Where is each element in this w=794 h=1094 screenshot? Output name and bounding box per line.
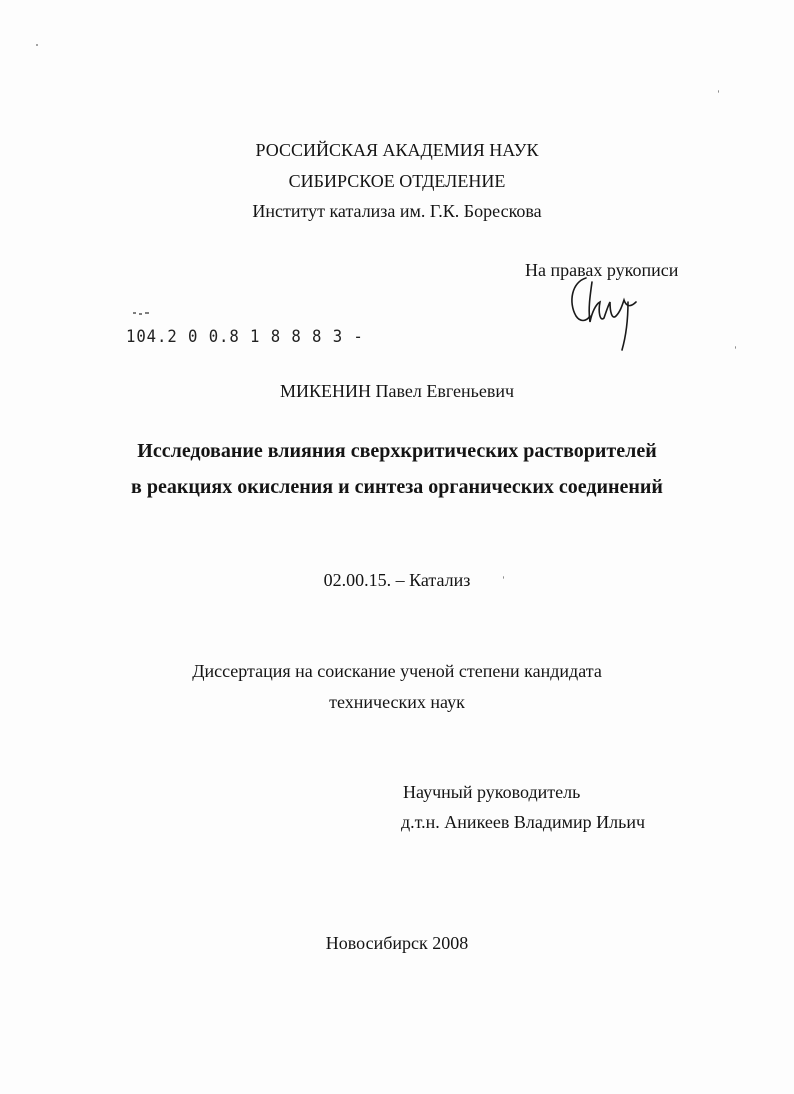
thesis-title-line-1: Исследование влияния сверхкритических растворителей xyxy=(137,440,657,462)
academy-name: РОССИЙСКАЯ АКАДЕМИЯ НАУК xyxy=(255,140,539,160)
thesis-title-line-2: в реакциях окисления и синтеза органических соединений xyxy=(131,476,663,498)
branch-name: СИБИРСКОЕ ОТДЕЛЕНИЕ xyxy=(288,171,506,191)
stamp-mark-icon xyxy=(132,311,150,317)
scan-speck xyxy=(735,346,736,349)
scan-speck xyxy=(503,576,504,579)
manuscript-note: На правах рукописи xyxy=(525,260,679,280)
degree-line-1: Диссертация на соискание ученой степени кандидата xyxy=(192,661,602,681)
place-and-year: Новосибирск 2008 xyxy=(325,933,469,953)
supervisor-name: д.т.н. Аникеев Владимир Ильич xyxy=(401,812,646,832)
supervisor-label: Научный руководитель xyxy=(403,782,581,802)
institute-name: Институт катализа им. Г.К. Борескова xyxy=(252,201,542,221)
scan-speck xyxy=(36,44,38,46)
signature-image xyxy=(566,272,646,354)
library-stamp-number: 104.2 0 0.8 1 8 8 8 3 - xyxy=(126,327,364,347)
degree-line-2: технических наук xyxy=(329,692,465,712)
author-name: МИКЕНИН Павел Евгеньевич xyxy=(280,381,514,401)
scan-speck xyxy=(718,90,719,93)
specialty-code: 02.00.15. – Катализ xyxy=(323,570,471,590)
